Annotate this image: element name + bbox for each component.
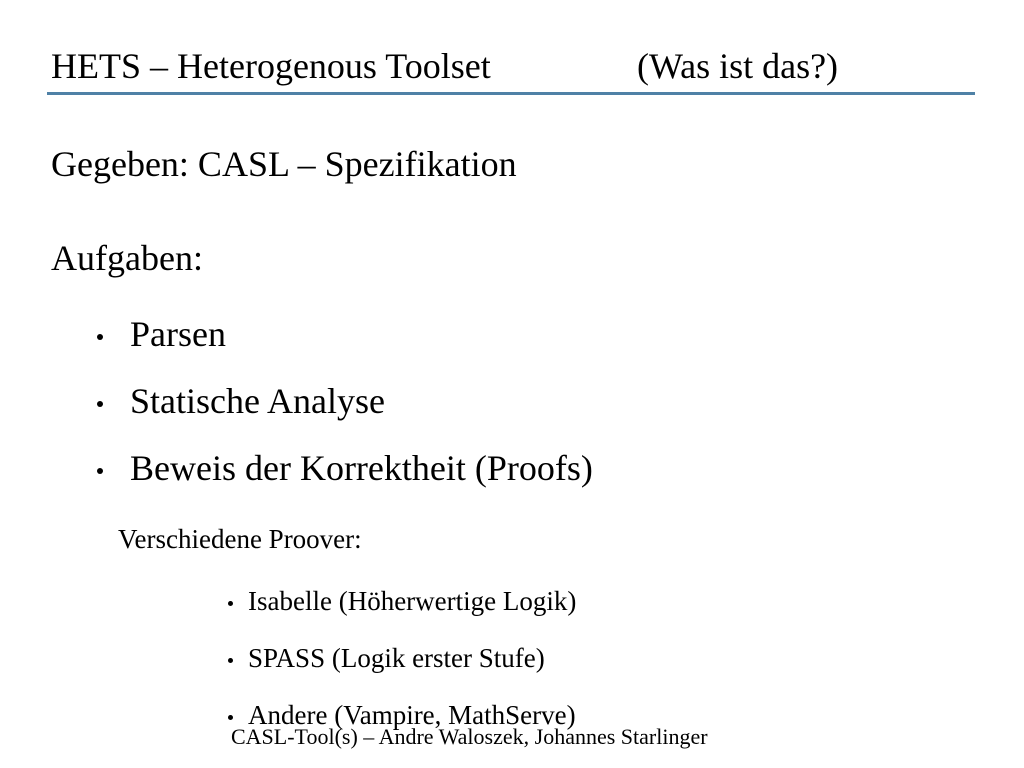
slide-footer: CASL-Tool(s) – Andre Waloszek, Johannes Starlinger — [231, 724, 708, 749]
task-item-label: Beweis der Korrektheit (Proofs) — [130, 448, 593, 488]
bullet-icon — [228, 658, 233, 663]
task-item-label: Statische Analyse — [130, 381, 385, 421]
tasks-heading: Aufgaben: — [51, 238, 203, 278]
slide-title-aside: (Was ist das?) — [637, 46, 839, 86]
bullet-icon — [97, 468, 103, 474]
task-item-label: Parsen — [130, 314, 226, 354]
provers-label: Verschiedene Proover: — [118, 524, 362, 554]
bullet-icon — [228, 715, 233, 720]
prover-item-label: Andere (Vampire, MathServe) — [248, 700, 576, 730]
prover-item-label: Isabelle (Höherwertige Logik) — [248, 586, 577, 616]
given-line: Gegeben: CASL – Spezifikation — [51, 144, 517, 184]
prover-item-label: SPASS (Logik erster Stufe) — [248, 643, 545, 673]
bullet-icon — [97, 401, 103, 407]
bullet-icon — [97, 334, 103, 340]
bullet-icon — [228, 601, 233, 606]
title-divider — [47, 92, 975, 95]
slide-title: HETS – Heterogenous Toolset — [51, 46, 491, 86]
